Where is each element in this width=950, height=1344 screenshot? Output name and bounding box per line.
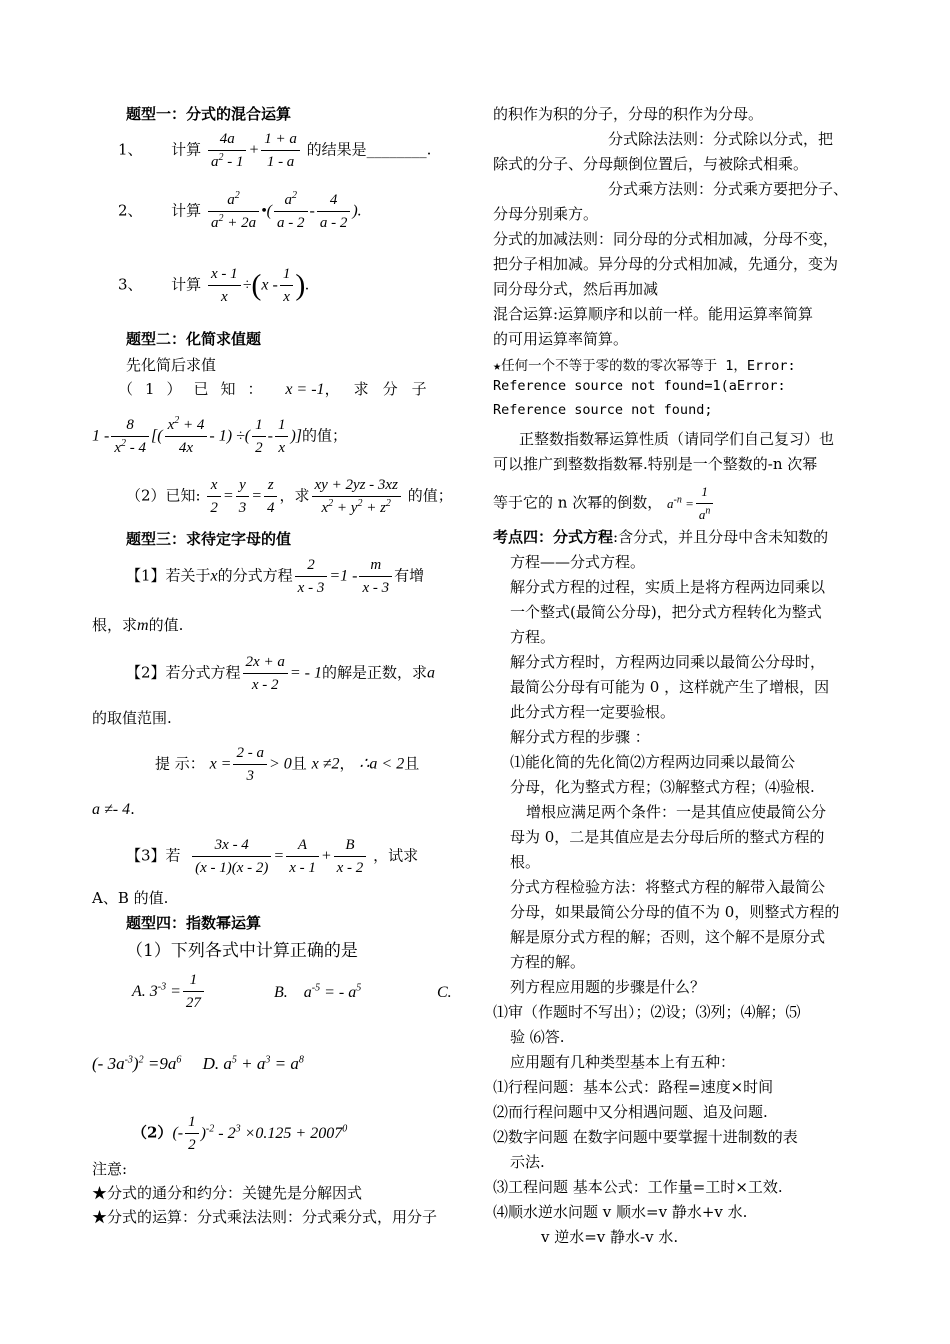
question-2: 2、 计算 $\frac{a^2}{a^2 + 2a}$ •( $\frac{a^2}{a - 2}$ - $\frac{4}{a - 2}$ ). <box>118 190 362 231</box>
note-label: 注意: <box>92 1160 128 1178</box>
exponent-rule-2: 可以推广到整数指数幂.特别是一个整数的-n 次幂 <box>493 455 818 473</box>
fraction: $\frac{1}{a^n}$ <box>696 482 714 525</box>
fraction: $\frac{8}{x^2 - 4}$ <box>111 415 149 458</box>
note-star-1: ★分式的通分和约分：关键先是分解因式 <box>92 1184 363 1202</box>
line-r19: 解分式方程的过程，实质上是将方程两边同乘以 <box>510 578 826 596</box>
type-2-intro: 先化简后求值 <box>126 356 217 374</box>
options-row-1: A. $3^{-3}$ = $\frac{1}{27}$ B. $a^{-5}$ = - $a^5$ C. <box>132 972 452 1011</box>
problem-2: （2）已知: $\frac{x}{2}$ = $\frac{y}{3}$ = $\frac{z}{4}$ ，求 $\frac{xy + 2yz - 3xz}{x^2 + y^2 + z^2}$ 的值； <box>126 477 453 516</box>
extraneous-root-2: 母为 0，二是其值应是去分母后所的整式方程的 <box>510 828 825 846</box>
rule-power-tail: 分母分别乘方。 <box>493 205 599 223</box>
fraction: $\frac{1}{2}$ <box>252 415 266 458</box>
task-2: 【2】若分式方程 $\frac{2x + a}{x - 2}$ = - 1的解是正数，求a <box>126 654 435 693</box>
fraction: $\frac{2x + a}{x - 2}$ <box>243 652 288 695</box>
extraneous-root-1: 增根应满足两个条件：一是其值应使最简公分 <box>526 803 827 821</box>
exponent-rule-3: 等于它的 n 次幂的倒数， $a^{-n}$ = $\frac{1}{a^n}$ <box>493 482 715 525</box>
rule-divide-tail: 除式的分子、分母颠倒位置后，与被除式相乘。 <box>493 155 809 173</box>
rule-add-1: 分式的加减法则：同分母的分式相加减，分母不变， <box>493 230 839 248</box>
steps-2: 分母，化为整式方程；⑶解整式方程；⑷验根. <box>510 778 815 796</box>
task-3: 【3】若 $\frac{3x - 4}{(x - 1)(x - 2)}$ = $\frac{A}{x - 1}$ + $\frac{B}{x - 2}$ ，试求 <box>126 837 419 876</box>
rule-add-3: 同分母分式，然后再加减 <box>493 280 659 298</box>
fraction: $\frac{x}{2}$ <box>207 475 221 518</box>
fraction: $\frac{2}{x - 3}$ <box>295 555 328 598</box>
fraction: $\frac{1 + a}{1 - a}$ <box>261 129 300 172</box>
rule-mixed-1: 混合运算:运算顺序和以前一样。能用运算率简算 <box>493 305 814 323</box>
fraction: $\frac{B}{x - 2}$ <box>334 835 367 878</box>
line-r20: 一个整式(最简公分母)，把分式方程转化为整式 <box>510 603 822 621</box>
problem-types-title: 应用题有几种类型基本上有五种： <box>510 1053 736 1071</box>
line-r21: 方程。 <box>510 628 556 646</box>
hint-tail: a ≠- 4. <box>92 800 135 818</box>
fraction: $\frac{3x - 4}{(x - 1)(x - 2)}$ <box>192 835 271 878</box>
check-method-1: 分式方程检验方法：将整式方程的解带入最简公 <box>510 878 826 896</box>
exercise-1: （1）下列各式中计算正确的是 <box>126 941 358 961</box>
problem-type-digit: ⑵数字问题 在数字问题中要掌握十进制数的表 <box>493 1128 798 1146</box>
fraction: $\frac{1}{27}$ <box>183 970 204 1013</box>
rule-mixed-2: 的可用运算率简算。 <box>493 330 629 348</box>
fraction: $\frac{m}{x - 3}$ <box>359 555 392 598</box>
problem-type-digit-tail: 示法. <box>510 1153 545 1171</box>
task-3-tail: A、B 的值. <box>92 889 169 907</box>
line-r18: 方程——分式方程。 <box>510 553 646 571</box>
task-1: 【1】若关于x的分式方程 $\frac{2}{x - 3}$ =1 - $\frac{m}{x - 3}$ 有增 <box>126 557 425 596</box>
exponent-rule-1: 正整数指数幂运算性质（请同学们自己复习）也 <box>519 430 835 448</box>
fraction: $\frac{z}{4}$ <box>264 475 278 518</box>
zero-power-line-2: Reference source not found=1(aError: <box>493 378 786 394</box>
fraction: $\frac{a^2}{a^2 + 2a}$ <box>208 190 259 233</box>
fraction: $\frac{x^2 + 4}{4x}$ <box>165 415 208 458</box>
problem-type-work: ⑶工程问题 基本公式：工作量=工时×工效. <box>493 1178 783 1196</box>
heading-type-1: 题型一：分式的混合运算 <box>126 105 292 123</box>
point-4-title: 考点四：分式方程:含分式，并且分母中含未知数的 <box>493 528 829 546</box>
question-1: 1、 计算 $\frac{4a}{a^2 - 1}$ + $\frac{1 + a}{1 - a}$ 的结果是________. <box>118 131 432 170</box>
fraction: $\frac{1}{2}$ <box>185 1112 199 1155</box>
fraction: $\frac{4a}{a^2 - 1}$ <box>208 129 247 172</box>
steps-title: 解分式方程的步骤 ： <box>510 728 650 746</box>
check-method-4: 方程的解。 <box>510 953 586 971</box>
word-problem-steps-1: ⑴审（作题时不写出）；⑵设；⑶列；⑷解；⑸ <box>493 1003 801 1021</box>
task-2-tail: 的取值范围. <box>92 709 172 727</box>
check-method-3: 解是原分式方程的解；否则，这个解不是原分式 <box>510 928 826 946</box>
line-r24: 此分式方程一定要验根。 <box>510 703 676 721</box>
rule-add-2: 把分子相加减。异分母的分式相加减，先通分，变为 <box>493 255 839 273</box>
word-problem-steps-title: 列方程应用题的步骤是什么？ <box>510 978 706 996</box>
problem-1-expression: 1 - $\frac{8}{x^2 - 4}$ [( $\frac{x^2 + 4}{4x}$ - 1) ÷( $\frac{1}{2}$ - $\frac{1}{x}$ )]的值； <box>92 415 348 456</box>
fraction: $\frac{xy + 2yz - 3xz}{x^2 + y^2 + z^2}$ <box>312 475 401 518</box>
options-row-2: (- $3a^{-3})^2 =9a^6$ D. $a^5 + a^3 = a^8$ <box>92 1054 304 1073</box>
word-problem-steps-2: 验 ⑹答. <box>510 1028 565 1046</box>
problem-type-travel: ⑴行程问题：基本公式：路程=速度×时间 <box>493 1078 774 1096</box>
fraction: $\frac{y}{3}$ <box>236 475 250 518</box>
line-r22: 解分式方程时，方程两边同乘以最简公分母时， <box>510 653 826 671</box>
fraction: $\frac{a^2}{a - 2}$ <box>274 190 308 233</box>
fraction: $\frac{x - 1}{x}$ <box>208 264 241 307</box>
line-r23: 最简公分母有可能为 0 ，这样就产生了增根，因 <box>510 678 830 696</box>
fraction: $\frac{1}{x}$ <box>275 415 289 458</box>
zero-power-line-3: Reference source not found; <box>493 402 713 418</box>
problem-type-water-2: v 逆水=v 静水-v 水. <box>541 1228 679 1246</box>
fraction: $\frac{1}{x}$ <box>280 264 294 307</box>
heading-type-2: 题型二：化简求值题 <box>126 330 262 348</box>
steps-1: ⑴能化简的先化简⑵方程两边同乘以最简公 <box>510 753 796 771</box>
exercise-2: （2）(- $\frac{1}{2}$ )$^{-2} - 2^3 \times 0.125 + 2007^0$ <box>132 1114 348 1153</box>
fraction: $\frac{A}{x - 1}$ <box>286 835 319 878</box>
note-star-2: ★分式的运算：分式乘法法则：分式乘分式，用分子 <box>92 1208 438 1226</box>
rule-power: 分式乘方法则：分式乘方要把分子、 <box>608 180 849 198</box>
heading-type-4: 题型四：指数幂运算 <box>126 914 262 932</box>
heading-type-3: 题型三：求待定字母的值 <box>126 530 292 548</box>
rule-divide: 分式除法法则：分式除以分式，把 <box>608 130 834 148</box>
question-3: 3、 计算 $\frac{x - 1}{x}$ ÷(x - $\frac{1}{x}$ ). <box>118 266 310 305</box>
rule-multiply-tail: 的积作为积的分子，分母的积作为分母。 <box>493 105 764 123</box>
fraction: $\frac{4}{a - 2}$ <box>317 190 351 233</box>
hint: 提 示： x = $\frac{2 - a}{3}$ > 0且 x ≠2， ∴a < 2且 <box>155 745 420 784</box>
extraneous-root-3: 根。 <box>510 853 541 871</box>
fraction: $\frac{2 - a}{3}$ <box>233 743 267 786</box>
problem-type-travel-sub: ⑵而行程问题中又分相遇问题、追及问题. <box>493 1103 768 1121</box>
problem-1-line: （1）已知： x = -1，求分子 <box>118 380 441 398</box>
problem-type-water-1: ⑷顺水逆水问题 v 顺水=v 静水+v 水. <box>493 1203 748 1221</box>
zero-power-line-1: ★任何一个不等于零的数的零次幂等于 1，Error: <box>493 358 796 374</box>
check-method-2: 分母，如果最简公分母的值不为 0，则整式方程的 <box>510 903 840 921</box>
task-1-tail: 根，求m的值. <box>92 616 184 634</box>
